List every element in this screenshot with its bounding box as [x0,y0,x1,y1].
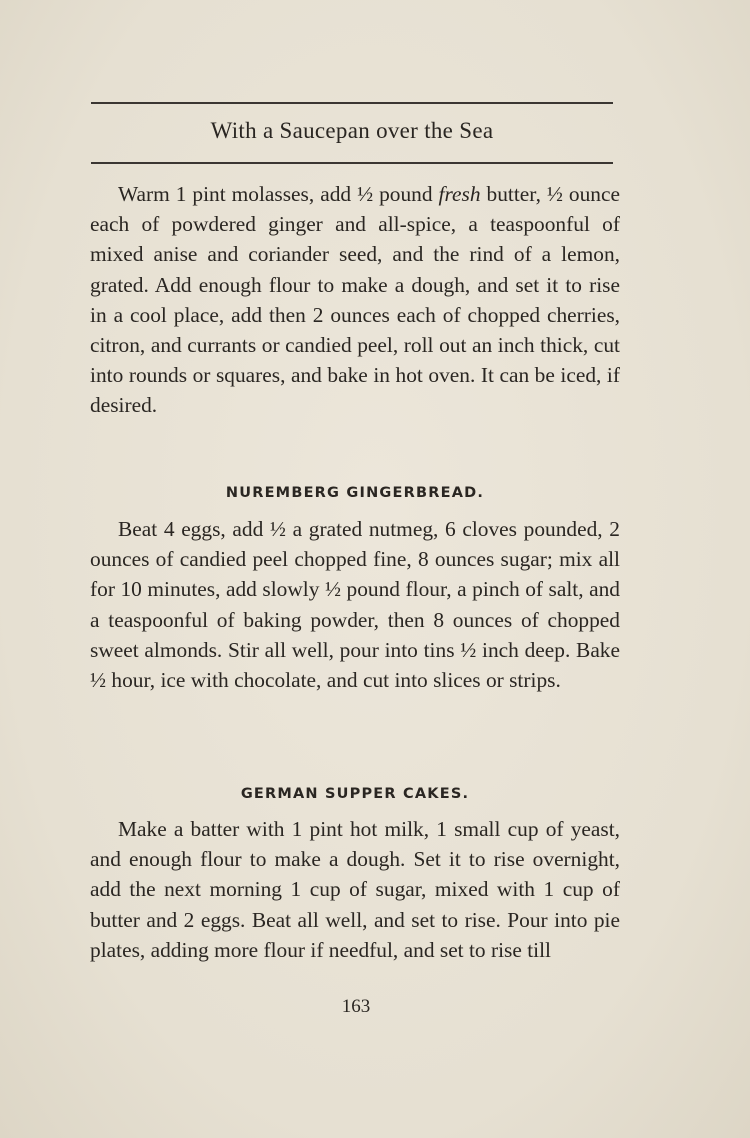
header-bottom-rule [91,162,613,164]
paragraph-german-supper-cakes: Make a batter with 1 pint hot milk, 1 small cup of yeast, and enough flour to make a dough. Set it to rise overnight, add the next morning 1 cup of sugar, mixed with 1 cup of butter and 2 eggs. Beat all well, and set to rise. Pour into pie plates, adding more flour if needful, and set to rise till [90,817,620,962]
paragraph-text-rest: butter, ½ ounce each of powdered ginger and all-spice, a teaspoonful of mixed anise and coriander seed, and the rind of a lemon, grated. Add enough flour to make a dough, and set it to rise in a cool place, add then 2 ounces each of chopped cherries, citron, and currants or candied peel, roll out an inch thick, cut into rounds or squares, and bake in hot oven. It can be iced, if desired. [90,182,620,418]
section-heading-nuremberg-gingerbread: NUREMBERG GINGERBREAD. [225,485,485,501]
page-number: 163 [341,996,371,1017]
paragraph-recipe-continued [90,179,620,421]
paragraph-text-start: Warm 1 pint molasses, add ½ pound [118,182,439,206]
italic-word: fresh [438,182,481,206]
header-top-rule [91,102,613,104]
section-heading-german-supper-cakes: GERMAN SUPPER CAKES. [240,786,470,802]
running-title: With a Saucepan over the Sea [210,118,494,143]
paragraph-nuremberg-gingerbread: Beat 4 eggs, add ½ a grated nutmeg, 6 cloves pounded, 2 ounces of candied peel chopped fine, 8 ounces sugar; mix all for 10 minutes, add slowly ½ pound flour, a pinch of salt, and a teaspoonful of baking powder, then 8 ounces of chopped sweet almonds. Stir all well, pour into tins ½ inch deep. Bake ½ hour, ice with chocolate, and cut into slices or strips. [90,517,620,693]
